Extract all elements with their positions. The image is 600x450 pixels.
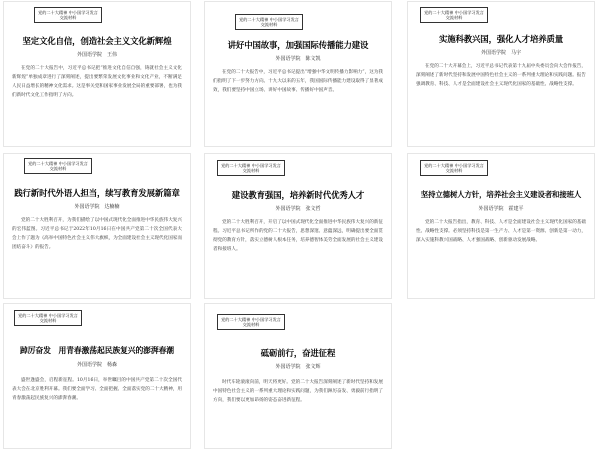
article-card xyxy=(205,2,391,146)
header-box: 党的二十大精神 中小国学习发言交流材料 xyxy=(217,160,285,176)
article-title: 践行新时代外语人担当，续写教育发展新篇章 xyxy=(14,188,180,198)
article-body: 盛世逢盛会，启程新征程。10月16日，举世瞩目的中国共产党第二十次全国代表大会在北京胜利开幕。我们要全面学习、全面把握、全面落实党的二十大精神，用青春激荡起民族复兴的澎湃春潮。 xyxy=(12,378,182,401)
header-box: 党的二十大精神 中小国学习发言交流材料 xyxy=(14,310,82,326)
article-card xyxy=(205,154,391,298)
article-card xyxy=(4,304,190,448)
article-body: 在党的二十大报告中，习近平总书记提出“增强中华文明传播力影响力”，这为我们指明了下一步努力方向。十九大以来的五年，我国国际传播能力建设取得了显著成效，我们要坚持中国立场、讲好中国故事、传播好中国声音。 xyxy=(213,70,383,93)
header-box: 党的二十大精神 中小国学习发言交流材料 xyxy=(420,160,488,176)
header-box: 党的二十大精神 中小国学习发言交流材料 xyxy=(217,314,285,330)
header-box: 党的二十大精神 中小国学习发言交流材料 xyxy=(235,14,303,30)
article-title: 踔厉奋发 用青春激荡起民族复兴的澎湃春潮 xyxy=(20,346,174,355)
article-body: 时代车轮滚滚向前，明天将更好。党的二十大报告深刻阐述了新时代坚持和发展中国特色社会主义的一系列重大理论和实践问题，为我们踔厉奋发、勇毅前行指明了方向，我们要以更加昂扬的姿态奋进新征程。 xyxy=(213,380,383,403)
article-card xyxy=(408,154,594,298)
article-body: 党的二十大胜利召开，为我们描绘了以中国式现代化全面推进中华民族伟大复兴的宏伟蓝图。习近平总书记于2022年10月16日在中国共产党第二十次全国代表大会上作了题为《高举中国特色社会主义伟大旗帜，为全面建设社会主义现代化国家而团结奋斗》的报告。 xyxy=(12,218,182,250)
header-box: 党的二十大精神 中小国学习发言交流材料 xyxy=(420,7,488,23)
article-title: 砥砺前行，奋进征程 xyxy=(260,348,336,358)
article-body: 在党的二十大报告中，习近平总书记把“推进文化自信自强，铸就社会主义文化新辉煌”单独成章进行了深刻阐述，提出要繁荣发展文化事业和文化产业，不断满足人民日益增长的精神文化需求。这是事关党和国家事业发展全局的重要部署，也为我们新时代文化工作指明了方向。 xyxy=(12,66,182,98)
article-byline: 外国语学院 马宇 xyxy=(480,50,521,56)
header-box: 党的二十大精神 中小国学习发言交流材料 xyxy=(24,158,92,174)
article-card xyxy=(4,2,190,146)
article-byline: 外国语学院 霍建平 xyxy=(478,206,524,212)
article-byline: 外国语学院 达楠楠 xyxy=(74,204,120,210)
article-title: 实施科教兴国，强化人才培养质量 xyxy=(438,34,564,44)
article-body: 在党的二十大开幕会上，习近平总书记代表第十九届中央委员会向大会作报告，深刻阐述了新时代坚持和发展中国特色社会主义的一系列重大理论和实践问题。报告强调教育、科技、人才是全面建设社会主义现代化国家的基础性、战略性支撑。 xyxy=(416,64,586,87)
article-byline: 外国语学院 王伟 xyxy=(76,52,117,58)
article-byline: 外国语学院 杨森 xyxy=(76,362,117,368)
article-byline: 外国语学院 陈文凯 xyxy=(275,56,321,62)
article-body: 党的二十大胜利召开，开启了以中国式现代化全面推进中华民族伟大复兴的新征程。习近平总书记所作的党的二十大报告，思想深邃、意蕴深远，明确提出要全面贯彻党的教育方针，落实立德树人根本任务，培养德智体美劳全面发展的社会主义建设者和接班人。 xyxy=(213,220,383,252)
article-title: 讲好中国故事，加强国际传播能力建设 xyxy=(227,40,369,50)
article-card xyxy=(408,2,594,146)
article-byline: 外国语学院 张文哲 xyxy=(275,206,321,212)
article-title: 坚持立德树人方针，培养社会主义建设者和接班人 xyxy=(420,190,582,199)
article-body: 党的二十大报告指出，教育、科技、人才是全面建设社会主义现代化国家的基础性、战略性支撑。必须坚持科技是第一生产力、人才是第一资源、创新是第一动力，深入实施科教兴国战略、人才强国战略、创新驱动发展战略。 xyxy=(416,220,586,243)
article-title: 建设教育强国，培养新时代优秀人才 xyxy=(231,190,365,200)
article-title: 坚定文化自信，创造社会主义文化新辉煌 xyxy=(22,36,172,46)
header-box: 党的二十大精神 中小国学习发言交流材料 xyxy=(34,7,102,23)
article-card xyxy=(205,304,391,448)
article-byline: 外国语学院 张文辉 xyxy=(275,364,321,370)
article-card xyxy=(4,154,190,298)
